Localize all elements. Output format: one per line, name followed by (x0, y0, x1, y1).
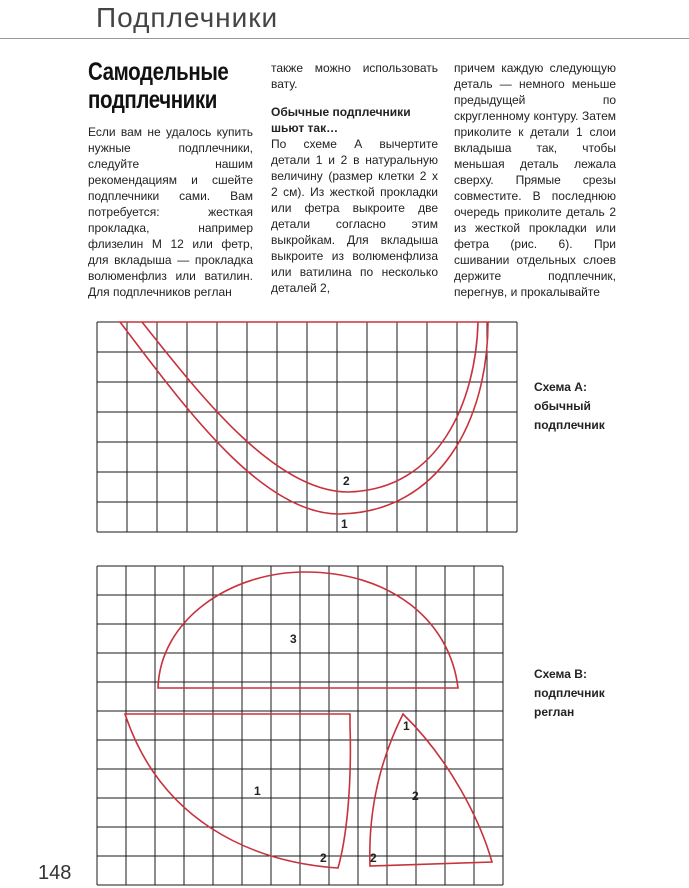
scheme-b-label-1-right: 1 (403, 719, 410, 733)
subheading: Обычные подплечники шьют так… (271, 105, 411, 135)
scheme-a-part-1-outline (120, 322, 488, 514)
scheme-b-label-3: 3 (290, 632, 297, 646)
scheme-b-caption-line3: реглан (534, 705, 575, 719)
page-number: 148 (38, 862, 72, 884)
scheme-b-caption-line1: Схема В: (534, 667, 587, 681)
scheme-a-part-2-outline (142, 322, 478, 492)
paragraph-mid-intro: также можно использовать вату. (271, 61, 438, 91)
scheme-b-label-1-left: 1 (254, 784, 261, 798)
scheme-b-label-2-right-bottom: 2 (370, 851, 377, 865)
paragraph-left: Если вам не удалось купить нужные подплечники, следуйте нашим рекомендациям и сшейте подплечники сами. Вам потребуется: жесткая прокладка, например флизелин М 12 или фетр, для вкладыша — прокладка волюменфлиз или ватилин. Для подплечников реглан (88, 125, 253, 299)
scheme-b-label-2-right-inner: 2 (412, 789, 419, 803)
section-header: Подплечники (96, 2, 279, 33)
paragraph-mid-body: По схеме А вычертите детали 1 и 2 в натуральную величину (размер клетки 2 х 2 см). Из жесткой прокладки или фетра выкроите две детали согласно этим выкройкам. Для вкладыша выкроите из волюменфлиза или ватилина по несколько деталей 2, (271, 137, 438, 295)
article-title: Самодельные подплечники (88, 58, 229, 114)
scheme-a-caption (534, 378, 644, 435)
scheme-b-grid (97, 566, 503, 885)
scheme-b-pattern (125, 572, 492, 868)
scheme-a-label-1: 1 (341, 517, 348, 531)
scheme-a-caption-line3: подплечник (534, 418, 605, 432)
scheme-a-caption-line1: Схема А: (534, 380, 587, 394)
scheme-a-pattern (118, 322, 490, 514)
scheme-b-label-2-left: 2 (320, 851, 327, 865)
scheme-b-caption (534, 665, 644, 722)
scheme-b-part-1-left-outline (125, 714, 350, 868)
scheme-a-label-2: 2 (343, 474, 350, 488)
scheme-b-part-3-outline (158, 572, 458, 688)
paragraph-right: причем каждую следующую деталь — немного меньше предыдущей по скругленному контуру. Затем приколите к детали 1 слои вкладыша так, чтобы меньшая деталь лежала сверху. Прямые срезы совместите. В последнюю очередь приколите деталь 2 из жесткой прокладки или фетра (рис. 6). При сшивании отдельных слоев держите подплечник, перегнув, и прокалывайте (454, 61, 616, 299)
scheme-a-caption-line2: обычный (534, 399, 591, 413)
scheme-a-grid (97, 322, 517, 532)
scheme-b-caption-line2: подплечник (534, 686, 605, 700)
